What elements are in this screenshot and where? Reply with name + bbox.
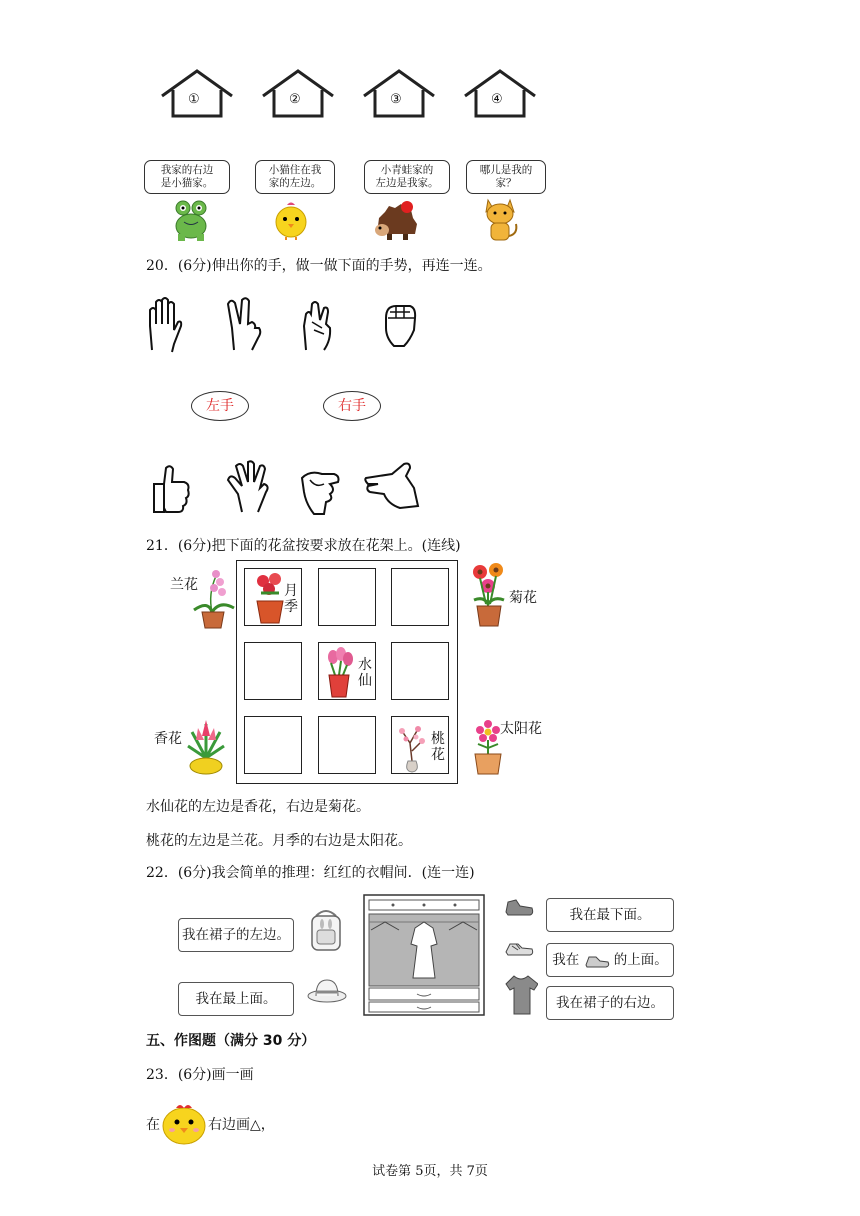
q23-suffix: 右边画△， (208, 1117, 275, 1133)
question-23: 23．(6分)画一画 (146, 1067, 254, 1083)
taiyanghua-label: 太阳花 (500, 721, 542, 737)
shelf-cell-r3c1[interactable] (244, 716, 302, 774)
right-statement-right[interactable]: 我在裙子的右边。 (546, 986, 674, 1020)
left-statement-2[interactable]: 我在最上面。 (178, 982, 294, 1016)
shoes-icon (504, 896, 534, 918)
shuixian-pot-icon (323, 647, 355, 699)
xianghua-pot-icon (184, 716, 228, 778)
above-suffix: 的上面。 (613, 952, 668, 968)
thumbs-up-icon (150, 462, 194, 516)
chick-speech-bubble (255, 160, 335, 194)
cat-icon (480, 196, 520, 242)
q21-rule-2: 桃花的左边是兰花。月季的右边是太阳花。 (146, 833, 412, 849)
speech-line: 家的左边。 (268, 177, 322, 189)
speech-line: 家？ (495, 177, 517, 189)
hedgehog-speech-bubble (364, 160, 450, 194)
house-number: ④ (491, 92, 503, 107)
right-hand-label[interactable]: 右手 (323, 391, 381, 421)
crossed-fingers-icon (300, 298, 334, 352)
speech-line: 小猫住在我 (268, 164, 322, 176)
cat-speech-bubble (466, 160, 546, 194)
char: 水 (358, 657, 372, 673)
lanhua-pot-icon (190, 566, 236, 630)
open-hand-icon (144, 296, 184, 354)
right-statement-bottom[interactable]: 我在最下面。 (546, 898, 674, 932)
speech-line: 哪儿是我的 (479, 164, 533, 176)
frog-icon (170, 196, 212, 242)
house-4 (463, 68, 537, 124)
xianghua-label: 香花 (154, 731, 182, 747)
fist-icon (380, 298, 420, 348)
backpack-icon (306, 906, 346, 952)
spread-hand-icon (226, 460, 274, 516)
juhua-pot-icon (468, 560, 510, 630)
house-number: ② (289, 92, 301, 107)
shelf-cell-r2c1[interactable] (244, 642, 302, 700)
shelf-cell-r2c3[interactable] (391, 642, 449, 700)
house-number: ① (188, 92, 200, 107)
char: 仙 (358, 673, 372, 689)
shelf-cell-r3c3[interactable] (391, 716, 449, 774)
left-hand-label[interactable]: 左手 (191, 391, 249, 421)
speech-line: 小青蛙家的 (380, 164, 434, 176)
chick-icon (272, 200, 310, 240)
yueji-label (283, 583, 299, 615)
speech-line: 是小猫家。 (160, 177, 214, 189)
question-22: 22．(6分)我会简单的推理：红红的衣帽间．(连一连) (146, 865, 475, 881)
juhua-label: 菊花 (509, 590, 537, 606)
house-1 (160, 68, 234, 124)
section-5-heading: 五、作图题（满分 30 分） (146, 1033, 316, 1049)
ok-hand-icon (296, 464, 344, 516)
above-prefix: 我在 (552, 952, 580, 968)
shelf-cell-r1c3[interactable] (391, 568, 449, 626)
hedgehog-icon (373, 198, 421, 242)
yueji-pot-icon (253, 571, 287, 625)
question-20: 20．(6分)伸出你的手，做一做下面的手势，再连一连。 (146, 258, 492, 274)
q23-prefix: 在 (146, 1117, 160, 1133)
shelf-cell-r1c2[interactable] (318, 568, 376, 626)
two-fingers-icon (222, 294, 268, 354)
chick-icon (160, 1100, 208, 1146)
right-statement-above[interactable] (546, 943, 674, 977)
sandals-icon (584, 953, 610, 969)
taohua-vase-icon (396, 721, 430, 773)
shelf-cell-r3c2[interactable] (318, 716, 376, 774)
taohua-label (430, 731, 446, 763)
left-statement-1[interactable]: 我在裙子的左边。 (178, 918, 294, 952)
sandals-icon (504, 938, 534, 958)
shelf-cell-r2c2[interactable] (318, 642, 376, 700)
char: 桃 (431, 731, 445, 747)
wardrobe-icon (363, 894, 485, 1016)
page-footer: 试卷第 5页，共 7页 (372, 1164, 488, 1179)
speech-line: 我家的右边 (160, 164, 214, 176)
hat-icon (306, 976, 348, 1004)
house-number: ③ (390, 92, 402, 107)
question-21: 21．(6分)把下面的花盆按要求放在花架上。(连线) (146, 538, 461, 554)
q21-rule-1: 水仙花的左边是香花，右边是菊花。 (146, 799, 370, 815)
lanhua-label: 兰花 (170, 577, 198, 593)
house-2 (261, 68, 335, 124)
house-3 (362, 68, 436, 124)
char: 花 (431, 747, 445, 763)
tshirt-icon (504, 972, 538, 1016)
shuixian-label (357, 657, 373, 689)
char: 月 (284, 583, 298, 599)
char: 季 (284, 599, 298, 615)
frog-speech-bubble (144, 160, 230, 194)
speech-line: 左边是我家。 (375, 177, 439, 189)
pointing-hand-icon (364, 460, 422, 512)
shelf-cell-r1c1[interactable] (244, 568, 302, 626)
